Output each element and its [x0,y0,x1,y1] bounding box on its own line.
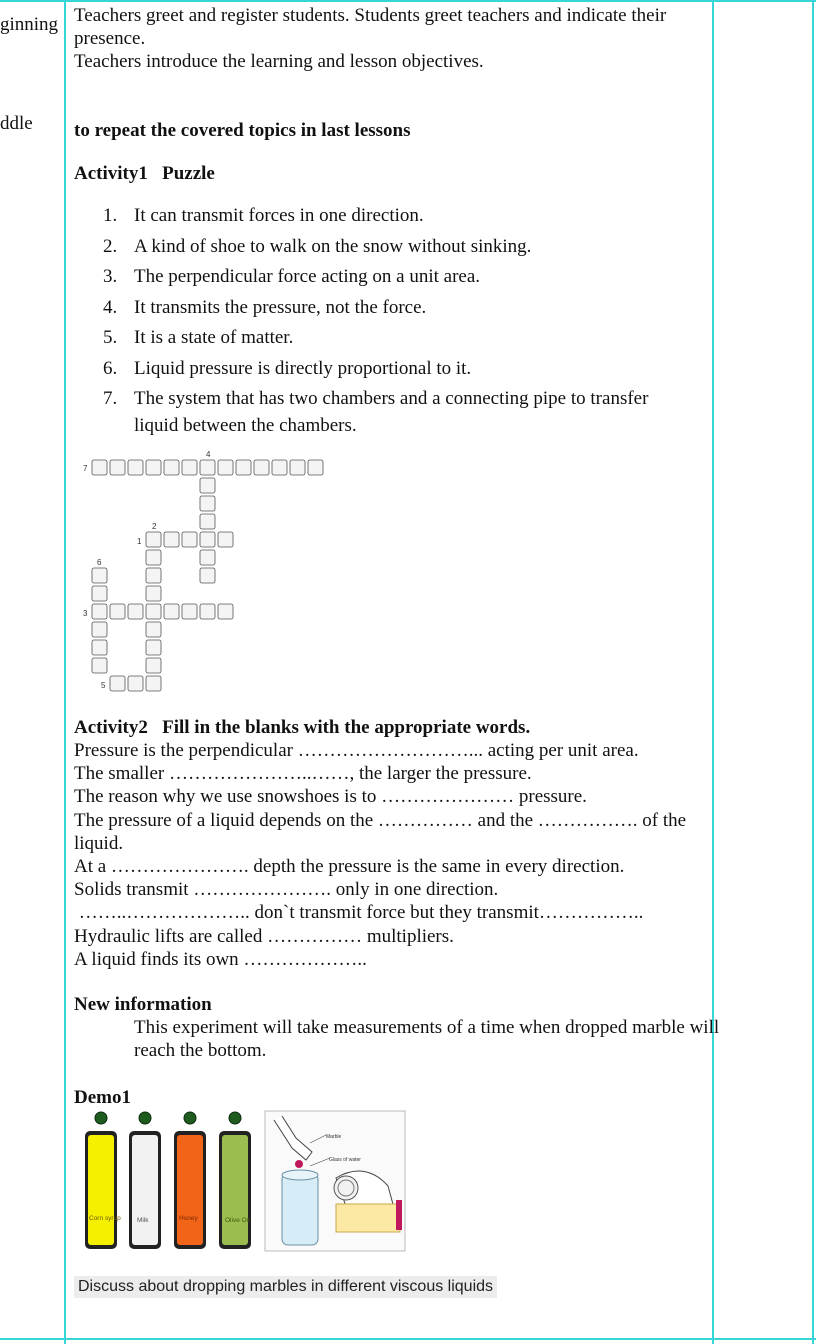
crossword-cell [128,676,143,691]
crossword-cell [92,460,107,475]
crossword-cell [110,676,125,691]
crossword-cell [164,604,179,619]
crossword-cell [128,604,143,619]
intro-line-2: Teachers introduce the learning and lesson objectives. [74,51,484,72]
crossword-number-6: 6 [97,558,102,567]
crossword-cell [200,514,215,529]
crossword-cell [218,604,233,619]
question-number: 2. [103,235,118,257]
question-number: 1. [103,205,118,226]
crossword-number-1: 1 [137,537,142,546]
demo-title: Demo1 [74,1087,131,1108]
crossword-number-2: 2 [152,522,157,531]
crossword-cell [254,460,269,475]
question-number: 5. [103,327,118,348]
list-item [103,386,703,439]
crossword-cell [92,604,107,619]
fill-in-blanks [74,739,704,971]
crossword-cell [146,604,161,619]
blank-sentence: A liquid finds its own ……………….. [74,948,367,970]
crossword-cell [146,568,161,583]
crossword-cell [164,460,179,475]
question-text: A kind of shoe to walk on the snow without sinking. [134,235,532,257]
table-column-border-middle [712,0,714,1344]
tube-label: Corn syrup [89,1215,121,1222]
marble-icon [139,1112,151,1124]
question-text: The perpendicular force acting on a unit area. [134,266,481,287]
question-number: 4. [103,296,118,318]
list-item [103,234,703,261]
marble-icon [184,1112,196,1124]
crossword-cell [200,568,215,583]
blank-sentence: Solids transmit …………………. only in one direction. [74,879,499,901]
crossword-cell [218,532,233,547]
crossword-cell [164,532,179,547]
crossword-cell [146,676,161,691]
crossword-cell [272,460,287,475]
intro-text [74,4,704,73]
list-item [103,356,703,383]
lesson-goal: to repeat the covered topics in last lessons [74,120,411,141]
crossword-cell [146,622,161,637]
new-info-text: This experiment will take measurements of a time when dropped marble will reach the bottom. [134,1017,720,1061]
viscosity-tubes [85,1112,251,1249]
crossword-number-4: 4 [206,450,211,459]
crossword-number-3: 3 [83,609,88,618]
crossword-cell [92,658,107,673]
list-item [103,325,703,352]
crossword-cell [182,604,197,619]
marble-drop-drawing [265,1111,405,1251]
crossword-number-5: 5 [101,681,106,690]
table-top-border [0,0,816,2]
list-item [103,203,703,230]
glass-of-water-label: Glass of water [329,1157,361,1163]
crossword-cell [146,658,161,673]
crossword-cell [146,586,161,601]
intro-line-1: Teachers greet and register students. Students greet teachers and indicate their presence. [74,5,667,49]
crossword-cell [200,478,215,493]
crossword-cell [236,460,251,475]
crossword-cell [92,640,107,655]
question-text: It is a state of matter. [134,327,294,348]
new-info-title: New information [74,994,212,1015]
crossword-cell [146,640,161,655]
crossword-number-7: 7 [83,464,88,473]
marble-icon [95,1112,107,1124]
blank-sentence: The reason why we use snowshoes is to ………………… pressure. [74,786,587,808]
crossword-cell [128,460,143,475]
crossword-cell [290,460,305,475]
crossword-cells [92,460,323,691]
crossword-cell [200,460,215,475]
crossword-cell [200,550,215,565]
question-text: It can transmit forces in one direction. [134,205,424,226]
blank-sentence: The smaller …………………..……, the larger the pressure. [74,763,532,785]
marble-icon [229,1112,241,1124]
activity1-title: Activity1 Puzzle [74,163,215,184]
crossword-cell [218,460,233,475]
crossword-cell [92,586,107,601]
crossword-grid [80,448,340,698]
question-text: It transmits the pressure, not the force. [134,296,427,318]
question-number: 3. [103,266,118,287]
crossword-cell [182,460,197,475]
demo-illustration [74,1108,414,1258]
demo-caption: Discuss about dropping marbles in different viscous liquids [74,1276,497,1298]
activity2-title: Activity2 Fill in the blanks with the appropriate words. [74,717,531,738]
blank-sentence: At a …………………. depth the pressure is the same in every direction. [74,856,625,878]
stage-middle: ddle [0,113,33,134]
table-column-border-left [64,0,66,1344]
marble-label: Marble [326,1134,342,1140]
crossword-cell [200,532,215,547]
blank-sentence: Hydraulic lifts are called …………… multipliers. [74,925,454,947]
question-number: 7. [103,388,118,409]
list-item [103,295,703,322]
tube-label: Olive Oil [225,1217,250,1224]
blank-sentence: Pressure is the perpendicular ………………………... acting per unit area. [74,740,639,761]
question-text: The system that has two chambers and a connecting pipe to transfer liquid between the chambers. [134,388,649,436]
crossword-cell [110,604,125,619]
crossword-cell [308,460,323,475]
crossword-cell [200,496,215,511]
crossword-cell [146,550,161,565]
tube-label: Milk [137,1217,149,1224]
crossword-cell [92,622,107,637]
table-column-border-right [812,0,814,1344]
crossword-cell [146,460,161,475]
table-bottom-border [0,1338,816,1340]
puzzle-question-list [103,203,703,443]
crossword-cell [110,460,125,475]
crossword-cell [200,604,215,619]
stage-beginning: ginning [0,14,59,35]
crossword-cell [146,532,161,547]
question-number: 6. [103,357,118,379]
blank-sentence: The pressure of a liquid depends on the …………… and the ……………. of the liquid. [74,809,687,854]
question-text: Liquid pressure is directly proportional to it. [134,357,472,379]
tube-label: Honey [179,1215,198,1222]
crossword-cell [92,568,107,583]
list-item [103,264,703,291]
blank-sentence: ……..……………….. don`t transmit force but they transmit…………….. [74,902,644,924]
crossword-cell [182,532,197,547]
